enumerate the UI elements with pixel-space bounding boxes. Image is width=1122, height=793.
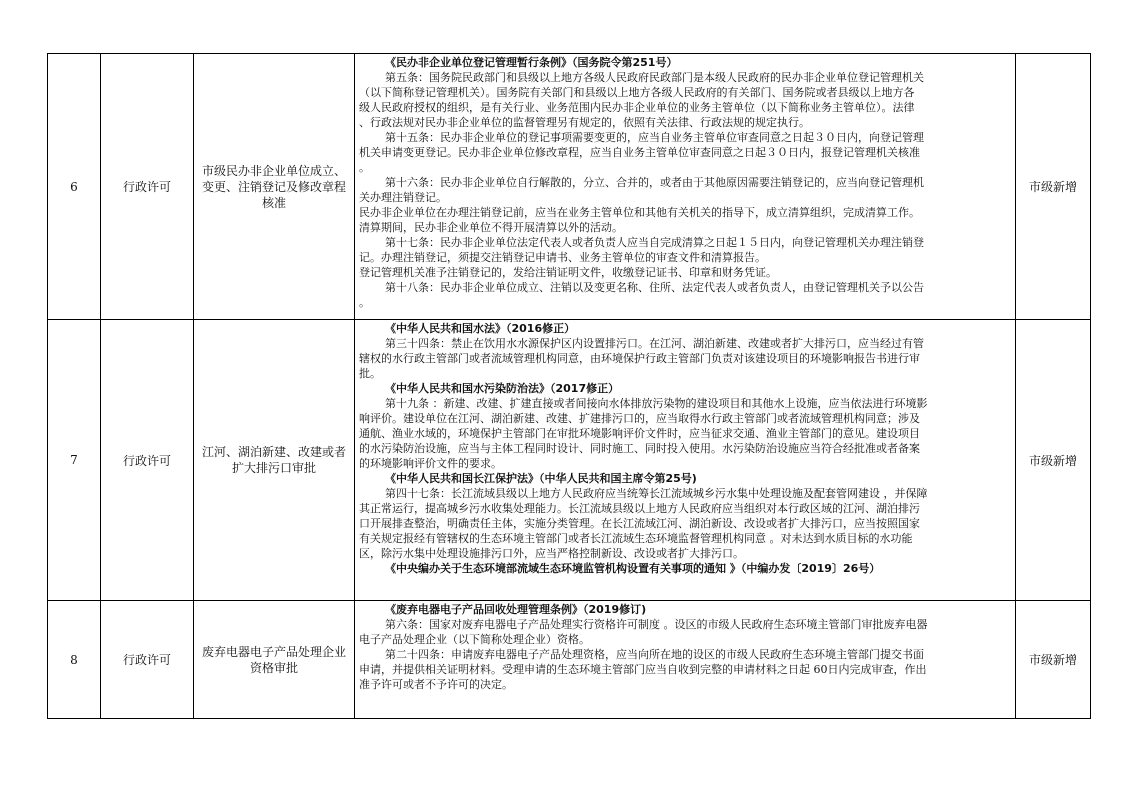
permit-item: 废弃电器电子产品处理企业资格审批 bbox=[194, 601, 355, 719]
law-clause-line: 电子产品处理企业（以下简称处理企业）资格。 bbox=[359, 633, 590, 646]
law-title: 《民办非企业单位登记管理暂行条例》（国务院令第251号） bbox=[385, 56, 678, 69]
row-number: 7 bbox=[48, 320, 101, 601]
law-title: 《中华人民共和国长江保护法》（中华人民共和国主席令第25号) bbox=[385, 472, 697, 485]
law-clause-line: 第二十四条：申请废弃电器电子产品处理资格，应当向所在地的设区的市级人民政府生态环境主管部门提交书面 bbox=[385, 648, 924, 661]
law-title: 《中华人民共和国水污染防治法》（2017修正） bbox=[385, 382, 620, 395]
table-row bbox=[48, 320, 1091, 601]
table-row bbox=[48, 601, 1091, 719]
permit-type: 行政许可 bbox=[101, 54, 194, 320]
legal-basis bbox=[355, 601, 1016, 719]
law-title: 《中华人民共和国水法》（2016修正） bbox=[385, 322, 576, 335]
permit-item: 江河、湖泊新建、改建或者扩大排污口审批 bbox=[194, 320, 355, 601]
law-title: 《废弃电器电子产品回收处理管理条例》（2019修订) bbox=[385, 603, 647, 616]
law-clause-line: 民办非企业单位在办理注销登记前，应当在业务主管单位和其他有关机关的指导下，成立清算组织，完成清算工作。 bbox=[359, 206, 920, 219]
remark: 市级新增 bbox=[1016, 320, 1091, 601]
law-clause-line: 机关申请变更登记。民办非企业单位修改章程，应当自业务主管单位审查同意之日起３０日内，报登记管理机关核准 bbox=[359, 146, 920, 159]
law-clause-line: 第三十四条：禁止在饮用水水源保护区内设置排污口。在江河、湖泊新建、改建或者扩大排污口，应当经过有管 bbox=[385, 337, 924, 350]
law-clause-line: 级人民政府授权的组织，是有关行业、业务范围内民办非企业单位的业务主管单位（以下简称业务主管单位）。法律 bbox=[359, 101, 915, 114]
law-title: 《中央编办关于生态环境部流域生态环境监管机构设置有关事项的通知 》（中编办发〔2019〕26号） bbox=[385, 562, 881, 575]
basis-text bbox=[359, 320, 1011, 576]
permit-item: 市级民办非企业单位成立、变更、注销登记及修改章程核准 bbox=[194, 54, 355, 320]
law-clause-line: 第十七条：民办非企业单位法定代表人或者负责人应当自完成清算之日起１５日内，向登记管理机关办理注销登 bbox=[385, 236, 924, 249]
law-clause-line: （以下简称登记管理机关）。国务院有关部门和县级以上地方各级人民政府的有关部门、国务院或者县级以上地方各 bbox=[359, 86, 915, 99]
law-clause-line: 准予许可或者不予许可的决定。 bbox=[359, 678, 513, 691]
law-clause-line: 第五条：国务院民政部门和县级以上地方各级人民政府民政部门是本级人民政府的民办非企业单位登记管理机关 bbox=[385, 71, 924, 84]
law-clause-line: 辖权的水行政主管部门或者流域管理机构同意，由环境保护行政主管部门负责对该建设项目的环境影响报告书进行审 bbox=[359, 352, 920, 365]
law-clause-line: 、行政法规对民办非企业单位的监督管理另有规定的，依照有关法律、行政法规的规定执行。 bbox=[359, 116, 810, 129]
law-clause-line: 关办理注销登记。 bbox=[359, 191, 447, 204]
law-clause-line: 通航、渔业水域的，环境保护主管部门在审批环境影响评价文件时，应当征求交通、渔业主管部门的意见。建设项目 bbox=[359, 427, 920, 440]
law-clause-line: 区，除污水集中处理设施排污口外，应当严格控制新设、改设或者扩大排污口。 bbox=[359, 547, 744, 560]
remark: 市级新增 bbox=[1016, 601, 1091, 719]
law-clause-line: 响评价。建设单位在江河、湖泊新建、改建、扩建排污口的，应当取得水行政主管部门或者流域管理机构同意；涉及 bbox=[359, 412, 920, 425]
law-clause-line: 口开展排查整治，明确责任主体，实施分类管理。在长江流域江河、湖泊新设、改设或者扩大排污口，应当按照国家 bbox=[359, 517, 920, 530]
law-clause-line: 第十九条 ：新建、改建、扩建直接或者间接向水体排放污染物的建设项目和其他水上设施，应当依法进行环境影 bbox=[385, 397, 928, 410]
law-clause-line: 第十五条：民办非企业单位的登记事项需要变更的，应当自业务主管单位审查同意之日起３０日内，向登记管理 bbox=[385, 131, 924, 144]
basis-text bbox=[359, 601, 1011, 692]
law-clause-line: 第十八条：民办非企业单位成立、注销以及变更名称、住所、法定代表人或者负责人，由登记管理机关予以公告 bbox=[385, 281, 924, 294]
law-clause-line: 批。 bbox=[359, 367, 381, 380]
law-clause-line: 。 bbox=[359, 296, 370, 309]
law-clause-line: 记。办理注销登记，须提交注销登记申请书、业务主管单位的审查文件和清算报告。 bbox=[359, 251, 766, 264]
row-number: 6 bbox=[48, 54, 101, 320]
law-clause-line: 清算期间，民办非企业单位不得开展清算以外的活动。 bbox=[359, 221, 623, 234]
remark: 市级新增 bbox=[1016, 54, 1091, 320]
table-row bbox=[48, 54, 1091, 320]
legal-basis bbox=[355, 320, 1016, 601]
permit-type: 行政许可 bbox=[101, 320, 194, 601]
law-clause-line: 有关规定报经有管辖权的生态环境主管部门或者长江流域生态环境监督管理机构同意 。对未达到水质目标的水功能 bbox=[359, 532, 913, 545]
row-number: 8 bbox=[48, 601, 101, 719]
law-clause-line: 第四十七条：长江流域县级以上地方人民政府应当统筹长江流域城乡污水集中处理设施及配套管网建设 ，并保障 bbox=[385, 487, 928, 500]
law-clause-line: 登记管理机关准予注销登记的，发给注销证明文件，收缴登记证书、印章和财务凭证。 bbox=[359, 266, 777, 279]
law-clause-line: 申请，并提供相关证明材料。受理申请的生态环境主管部门应当自收到完整的申请材料之日起 60日内完成审查，作出 bbox=[359, 663, 927, 676]
permit-type: 行政许可 bbox=[101, 601, 194, 719]
law-clause-line: 的水污染防治设施，应当与主体工程同时设计、同时施工、同时投入使用。水污染防治设施应当符合经批准或者备案 bbox=[359, 442, 920, 455]
basis-text bbox=[359, 54, 1011, 310]
permit-table bbox=[47, 53, 1091, 719]
law-clause-line: 的环境影响评价文件的要求。 bbox=[359, 457, 502, 470]
law-clause-line: 第十六条：民办非企业单位自行解散的，分立、合并的，或者由于其他原因需要注销登记的，应当向登记管理机 bbox=[385, 176, 924, 189]
legal-basis bbox=[355, 54, 1016, 320]
law-clause-line: 其正常运行，提高城乡污水收集处理能力。长江流域县级以上地方人民政府应当组织对本行政区域的江河、湖泊排污 bbox=[359, 502, 920, 515]
law-clause-line: 第六条：国家对废弃电器电子产品处理实行资格许可制度 。设区的市级人民政府生态环境主管部门审批废弃电器 bbox=[385, 618, 928, 631]
law-clause-line: 。 bbox=[359, 161, 370, 174]
